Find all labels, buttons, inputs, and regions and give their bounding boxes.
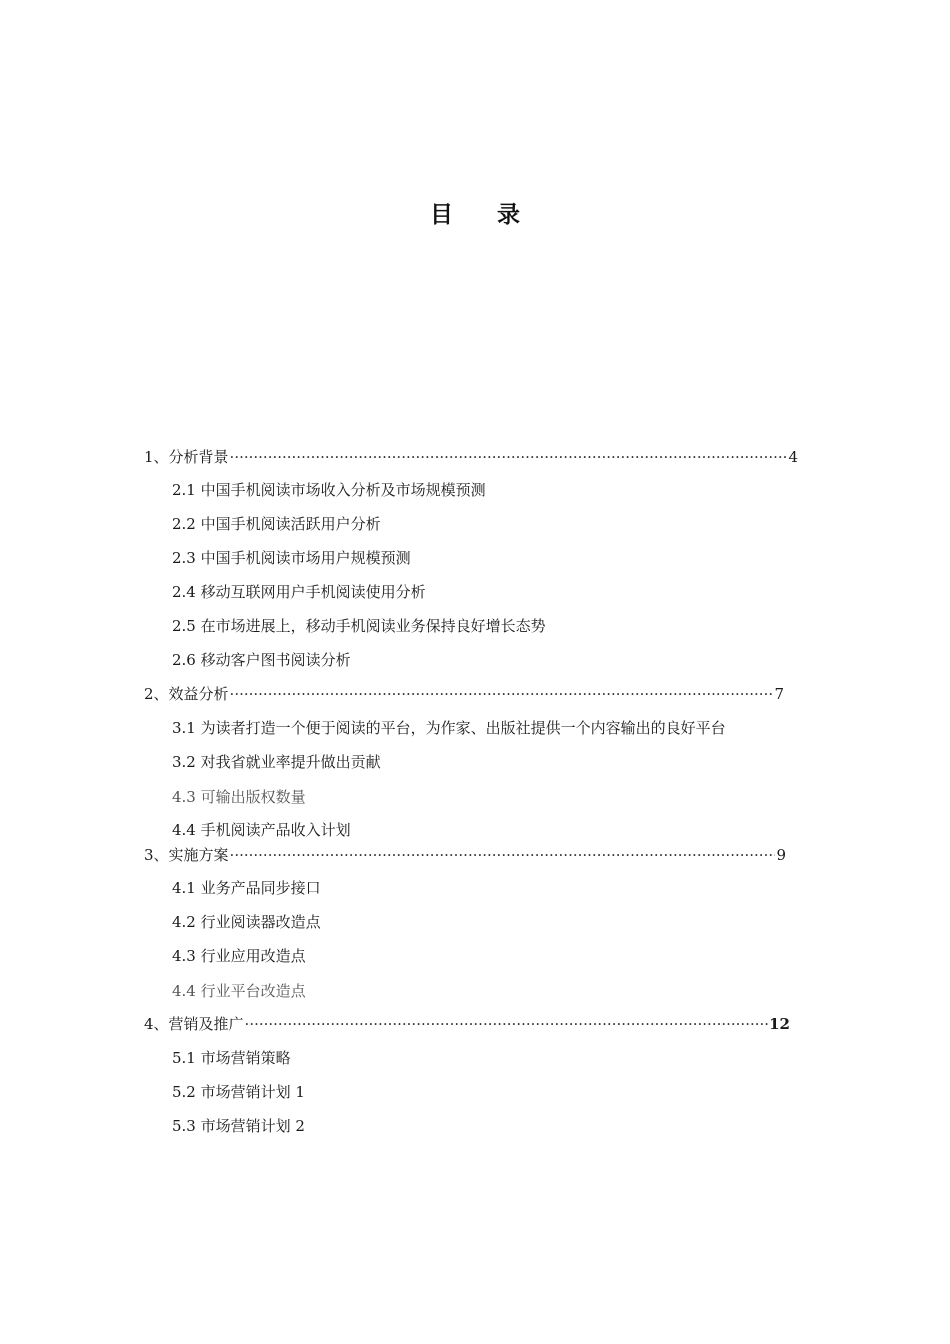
toc-entry-section-4[interactable] — [144, 1014, 790, 1034]
toc-subentry[interactable]: 2.6 移动客户图书阅读分析 — [172, 651, 351, 669]
toc-entry-section-2[interactable] — [144, 684, 784, 704]
toc-subentry[interactable]: 4.4 手机阅读产品收入计划 — [172, 821, 351, 839]
toc-subentry[interactable]: 4.1 业务产品同步接口 — [172, 879, 321, 897]
toc-subentry[interactable]: 2.3 中国手机阅读市场用户规模预测 — [172, 549, 411, 567]
toc-subentry[interactable]: 2.2 中国手机阅读活跃用户分析 — [172, 515, 381, 533]
toc-page-number: 9 — [776, 846, 786, 864]
toc-subentry[interactable]: 2.5 在市场进展上，移动手机阅读业务保持良好增长态势 — [172, 617, 546, 635]
toc-page-number: 4 — [788, 448, 798, 466]
toc-subentry[interactable]: 4.4 行业平台改造点 — [172, 982, 306, 1000]
toc-subentry[interactable]: 5.1 市场营销策略 — [172, 1049, 291, 1067]
toc-subentry[interactable]: 5.3 市场营销计划 2 — [172, 1117, 305, 1135]
toc-subentry[interactable]: 5.2 市场营销计划 1 — [172, 1083, 305, 1101]
toc-subentry[interactable]: 4.2 行业阅读器改造点 — [172, 913, 321, 931]
toc-subentry[interactable]: 3.2 对我省就业率提升做出贡献 — [172, 753, 381, 771]
toc-entry-section-3[interactable] — [144, 845, 786, 865]
toc-subentry[interactable]: 4.3 可输出版权数量 — [172, 788, 306, 806]
toc-entry-label: 1、分析背景 — [144, 448, 229, 466]
toc-entry-section-1[interactable] — [144, 447, 798, 467]
toc-dot-leader — [230, 845, 776, 865]
toc-dot-leader — [230, 447, 788, 467]
toc-subentry[interactable]: 2.4 移动互联网用户手机阅读使用分析 — [172, 583, 426, 601]
toc-subentry[interactable]: 2.1 中国手机阅读市场收入分析及市场规模预测 — [172, 481, 486, 499]
toc-dot-leader — [230, 684, 774, 704]
toc-entry-label: 3、实施方案 — [144, 846, 229, 864]
toc-subentry[interactable]: 4.3 行业应用改造点 — [172, 947, 306, 965]
toc-dot-leader — [245, 1014, 769, 1034]
toc-entry-label: 2、效益分析 — [144, 685, 229, 703]
toc-page-number: 12 — [769, 1015, 790, 1033]
page-title: 目 录 — [429, 202, 538, 228]
toc-subentry[interactable]: 3.1 为读者打造一个便于阅读的平台，为作家、出版社提供一个内容输出的良好平台 — [172, 719, 726, 737]
toc-page-number: 7 — [774, 685, 784, 703]
toc-entry-label: 4、营销及推广 — [144, 1015, 244, 1033]
